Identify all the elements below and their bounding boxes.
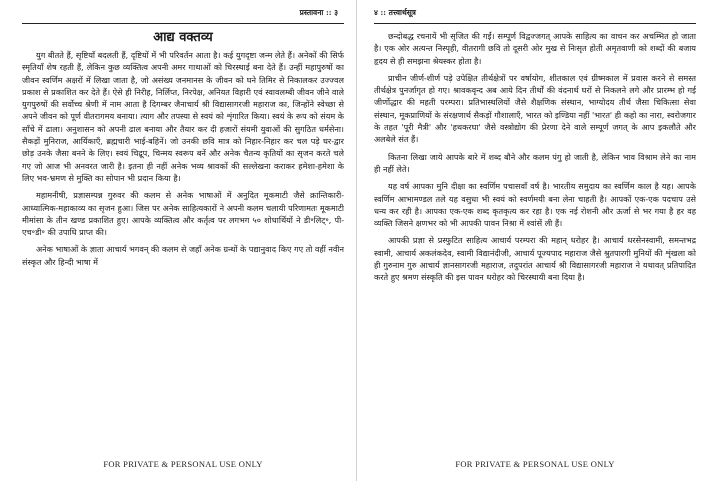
paragraph: युग बीतते हैं, सृष्टियाँ बदलती हैं, दृष्टियों में भी परिवर्तन आता है। कई युगदृष्टा जन्म लेते हैं। अनेकों की सिर्फ स्मृतियाँ शेष रहती हैं, लेकिन कुछ व्यक्तित्व अपनी अमर गाथाओं को चिरस्थाई बना देते हैं। उन्हीं महापुरुषों का जीवन स्वर्णिम अक्षरों में लिखा जाता है, जो असंख्य जनमानस के जीवन को घने तिमिर से निकालकर उज्ज्वल प्रकाश से प्रकाशित कर देते हैं। ऐसे ही निरीह, निर्लिप्त, निरपेक्ष, अनियत विहारी एवं स्वावलम्बी जीवन जीने वाले युगपुरुषों की सर्वोच्च श्रेणी में नाम आता है दिगम्बर जैनाचार्य श्री विद्यासागरजी महाराज का, जिन्होंने स्वेच्छा से अपने जीवन को पूर्ण वीतरागमय बनाया। त्याग और तपस्या से स्वयं को शृंगारित किया। स्वयं के रूप को संयम के साँचे में ढाला। अनुशासन को अपनी ढाल बनाया और तैयार कर दी हजारों संयमी युवाओं की सुगठित धर्मसेना। सैकड़ों मुनिराज, आर्यिकाएँ, ब्रह्मचारी भाई-बहिनें। जो उनकी छवि मात्र को निहार-निहार कर चल पड़े घर-द्वार छोड़ उनके जैसा बनने के लिए। स्वयं चिद्रूप, चिन्मय स्वरूप बनें और अनेक चैतन्य कृतियों का सृजन करते चले गए जो आज भी अनवरत जारी है। इतना ही नहीं अनेक भव्य श्रावकों की सल्लेखना कराकर हमेशा-हमेशा के लिए भव-भ्रमण से मुक्ति का सोपान भी प्रदान किया है। [22, 50, 344, 183]
running-head [374, 8, 696, 21]
page-body [374, 30, 696, 289]
paragraph: अनेक भाषाओं के ज्ञाता आचार्य भगवन् की कलम से जहाँ अनेक ग्रन्थों के पद्यानुवाद किए गए तो वहीं नवीन संस्कृत और हिन्दी भाषा में [22, 244, 344, 267]
running-head [22, 8, 344, 21]
page-gutter [356, 0, 357, 481]
section-title: आद्य वक्तव्य [153, 30, 213, 45]
running-head-text: प्रस्तावना :: ३ [299, 8, 338, 17]
paragraph: महामनीषी, प्रज्ञासम्पन्न गुरुवर की कलम से अनेक भाषाओं में अनुदित मूकमाटी जैसे क्रान्तिकारी-आध्यात्मिक-महाकाव्य का सृजन हुआ। जिस पर अनेक साहित्यकारों ने अपनी कलम चलायी परिणामतः मूकमाटी मीमांसा के तीन खण्ड प्रकाशित हुए। आपके व्यक्तित्व और कर्तृत्व पर लगभग ५० शोधार्थियों ने डी॰लिट्॰, पी-एच॰डी॰ की उपाधि प्राप्त की। [22, 190, 344, 238]
paragraph: यह वर्ष आपका मुनि दीक्षा का स्वर्णिम पचासवाँ वर्ष है। भारतीय समुदाय का स्वर्णिम काल है यह। आपके स्वर्णिम आभामण्डल तले यह वसुधा भी स्वयं को स्वर्णमयी बना लेना चाहती है। आपकों एक-एक पदचाप उसे धन्य कर रही है। आपका एक-एक शब्द कृतकृत्य कर रहा है। एक नई रोशनी और ऊर्जा से भर गया है हर वह व्यक्ति जिसने क्षणभर को भी आपकी पावन निश्रा में श्वांसें ली हैं। [374, 181, 696, 229]
page-body [22, 30, 344, 273]
paragraph: प्राचीन जीर्ण-शीर्ण पड़े उपेक्षित तीर्थक्षेत्रों पर वर्षायोग, शीतकाल एवं ग्रीष्मकाल में प्रवास करने से समस्त तीर्थक्षेत्र पुनर्जागृत हो गए। श्रावकवृन्द अब आये दिन तीर्थों की वंदनार्थ घरों से निकलने लगे और प्रारम्भ हो गई जीर्णोद्धार की महती परम्परा। प्रतिभास्थलियों जैसे शैक्षणिक संस्थान, भाग्योदय तीर्थ जैसा चिकित्सा सेवा संस्थान, मूकप्राणियों के संरक्षणार्थ सैकड़ों गौशालाएँ, भारत को इण्डिया नहीं 'भारत' ही कहो का नारा, स्वरोजगार के तहत 'पूरी मैत्री' और 'हथकरघा' जैसे वस्त्रोद्योग की प्रेरणा देने वाले सम्पूर्ण जगत् के आप इकलौते और अलबेले संत हैं। [374, 72, 696, 145]
paragraph: कितना लिखा जाये आपके बारे में शब्द बौने और कलम पंगु हो जाती है, लेकिन भाव विश्राम लेने का नाम ही नहीं लेते। [374, 151, 696, 174]
left-page [22, 0, 344, 481]
right-page [374, 0, 696, 481]
page-footer: FOR PRIVATE & PERSONAL USE ONLY [455, 459, 615, 469]
paragraph: छन्दोबद्ध रचनायें भी सृजित की गईं। सम्पूर्ण विद्वज्जगत् आपके साहित्य का वाचन कर अचम्भित हो जाता है। एक ओर अत्यन्त निस्पृही, वीतरागी छवि तो दूसरी ओर मुख से निःसृत होती अमृतवाणी को शब्दों की बजाय हृदय से ही समझना श्रेयस्कर होता है। [374, 31, 696, 66]
page-footer: FOR PRIVATE & PERSONAL USE ONLY [103, 459, 263, 469]
paragraph: आपकी प्रज्ञा से प्रस्फुटित साहित्य आचार्य परम्परा की महान् धरोहर है। आचार्य धरसेनस्वामी, समन्तभद्र स्वामी, आचार्य अकलंकदेव, स्वामी विद्यानंदीजी, आचार्य पूज्यपाद महाराज जैसे श्रुतपारगी मुनियों की शृंखला को ही गुरुनाम गुरु आचार्य ज्ञानसागरजी महाराज, तदुपरांत आचार्य श्री विद्यासागरजी महाराज ने यथावत् प्रतिपादित करते हुए श्रमण संस्कृति की इस पावन धरोहर को चिरस्थायी बना दिया है। [374, 235, 696, 283]
running-head-text: ४ :: तत्त्वार्थसूत्र [374, 8, 416, 17]
header-rule [374, 23, 696, 24]
header-rule [22, 23, 344, 24]
